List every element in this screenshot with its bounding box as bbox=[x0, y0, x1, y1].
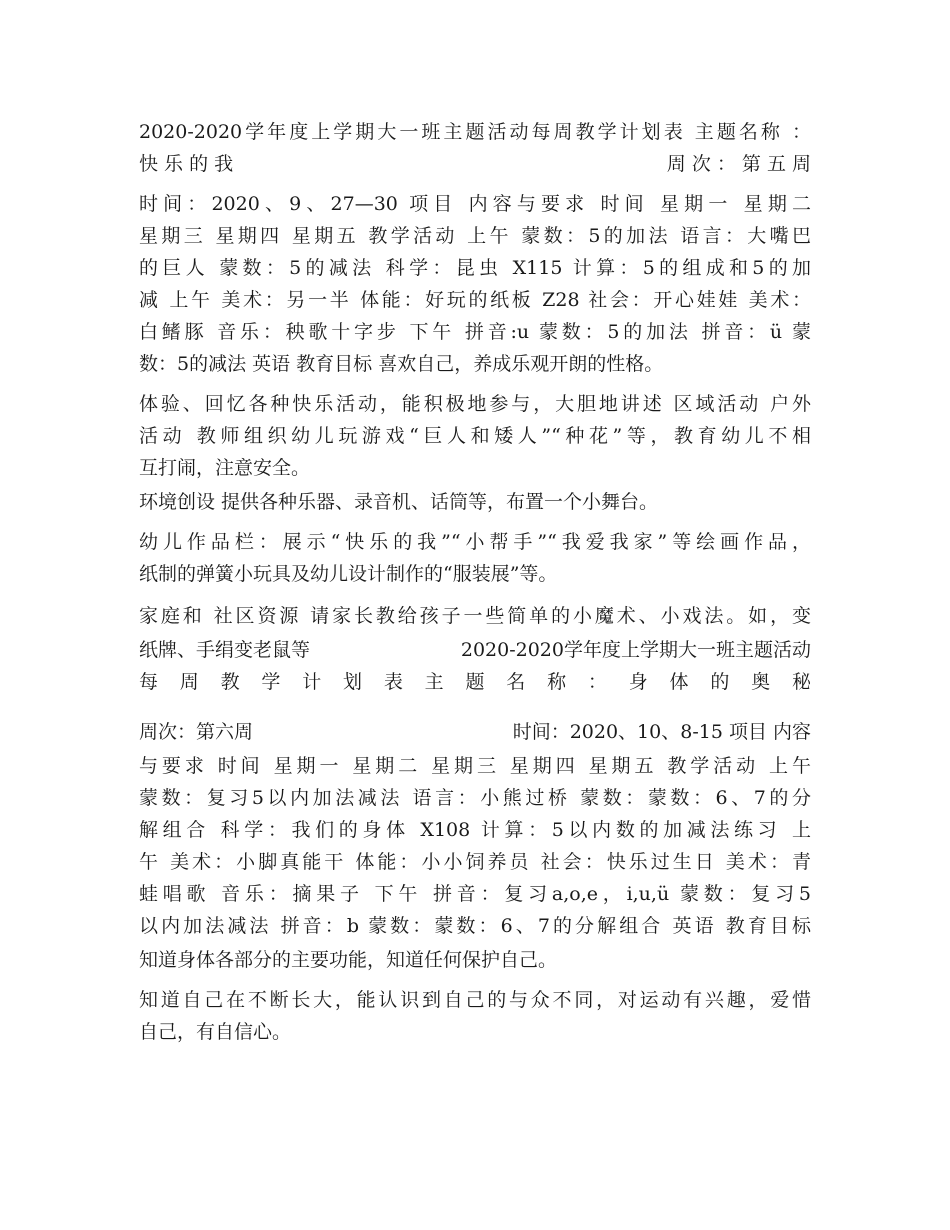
text-line-15: 家庭和 社区资源 请家长教给孩子一些简单的小魔术、小戏法。如，变 bbox=[139, 605, 811, 627]
text-line-27: 自己，有自信心。 bbox=[139, 1021, 292, 1043]
week-number-text: 周 次 ： 第 五 周 bbox=[666, 153, 811, 175]
text-line-20: 蒙数：复习5以内加法减法 语言：小熊过桥 蒙数：蒙数：6、7的分 bbox=[139, 787, 811, 809]
text-line-3: 时间：2020、9、27—30 项目 内容与要求 时间 星期一 星期二 bbox=[139, 193, 811, 215]
text-line-12: 环境创设 提供各种乐器、录音机、话筒等，布置一个小舞台。 bbox=[139, 491, 659, 513]
text-line-2 bbox=[139, 148, 811, 180]
time-range-text: 时间：2020、10、8-15 项目 内容 bbox=[512, 721, 811, 743]
text-line-21: 解组合 科学：我们的身体 X108 计算：5以内数的加减法练习 上 bbox=[139, 819, 811, 841]
text-line-7: 白鳍豚 音乐：秧歌十字步 下午 拼音:u 蒙数：5的加法 拼音：ü 蒙 bbox=[139, 321, 811, 343]
text-line-16-left: 纸牌、手绢变老鼠等 bbox=[139, 639, 311, 661]
week-six-text: 周次：第六周 bbox=[139, 721, 254, 743]
text-line-5: 的巨人 蒙数：5的减法 科学：昆虫 X115 计算：5的组成和5的加 bbox=[139, 257, 811, 279]
theme-name-text: 快 乐 的 我 bbox=[139, 153, 234, 175]
text-line-23: 蛙唱歌 音乐：摘果子 下午 拼音：复习a,o,e，i,u,ü 蒙数：复习5 bbox=[139, 883, 811, 905]
text-line-16 bbox=[139, 634, 811, 666]
text-line-6: 减 上午 美术：另一半 体能：好玩的纸板 Z28 社会：开心娃娃 美术： bbox=[139, 289, 811, 311]
text-line-14: 纸制的弹簧小玩具及幼儿设计制作的“服装展”等。 bbox=[139, 563, 558, 585]
text-line-24: 以内加法减法 拼音：b 蒙数：蒙数：6、7的分解组合 英语 教育目标 bbox=[139, 915, 811, 937]
text-line-4: 星期三 星期四 星期五 教学活动 上午 蒙数：5的加法 语言：大嘴巴 bbox=[139, 225, 811, 247]
text-line-26: 知道自己在不断长大，能认识到自己的与众不同，对运动有兴趣，爱惜 bbox=[139, 989, 811, 1011]
text-line-10: 活动 教师组织幼儿玩游戏“巨人和矮人”“种花”等，教育幼儿不相 bbox=[139, 425, 811, 447]
text-line-19: 与要求 时间 星期一 星期二 星期三 星期四 星期五 教学活动 上午 bbox=[139, 755, 811, 777]
text-line-16-right: 2020-2020学年度上学期大一班主题活动 bbox=[460, 639, 811, 661]
text-line-17: 每 周 教 学 计 划 表 主 题 名 称 ： 身 体 的 奥 秘 bbox=[139, 671, 811, 693]
text-line-25: 知道身体各部分的主要功能，知道任何保护自己。 bbox=[139, 949, 558, 971]
text-line-9: 体验、回忆各种快乐活动，能积极地参与，大胆地讲述 区域活动 户外 bbox=[139, 393, 811, 415]
text-line-13: 幼儿作品栏：展示“快乐的我”“小帮手”“我爱我家”等绘画作品， bbox=[139, 531, 811, 553]
text-line-22: 午 美术：小脚真能干 体能：小小饲养员 社会：快乐过生日 美术：青 bbox=[139, 851, 811, 873]
text-line-8: 数：5的减法 英语 教育目标 喜欢自己，养成乐观开朗的性格。 bbox=[139, 353, 664, 375]
text-line-18 bbox=[139, 716, 811, 748]
text-line-1: 2020-2020学年度上学期大一班主题活动每周教学计划表 主题名称 ： bbox=[139, 121, 811, 143]
text-line-11: 互打闹，注意安全。 bbox=[139, 457, 311, 479]
